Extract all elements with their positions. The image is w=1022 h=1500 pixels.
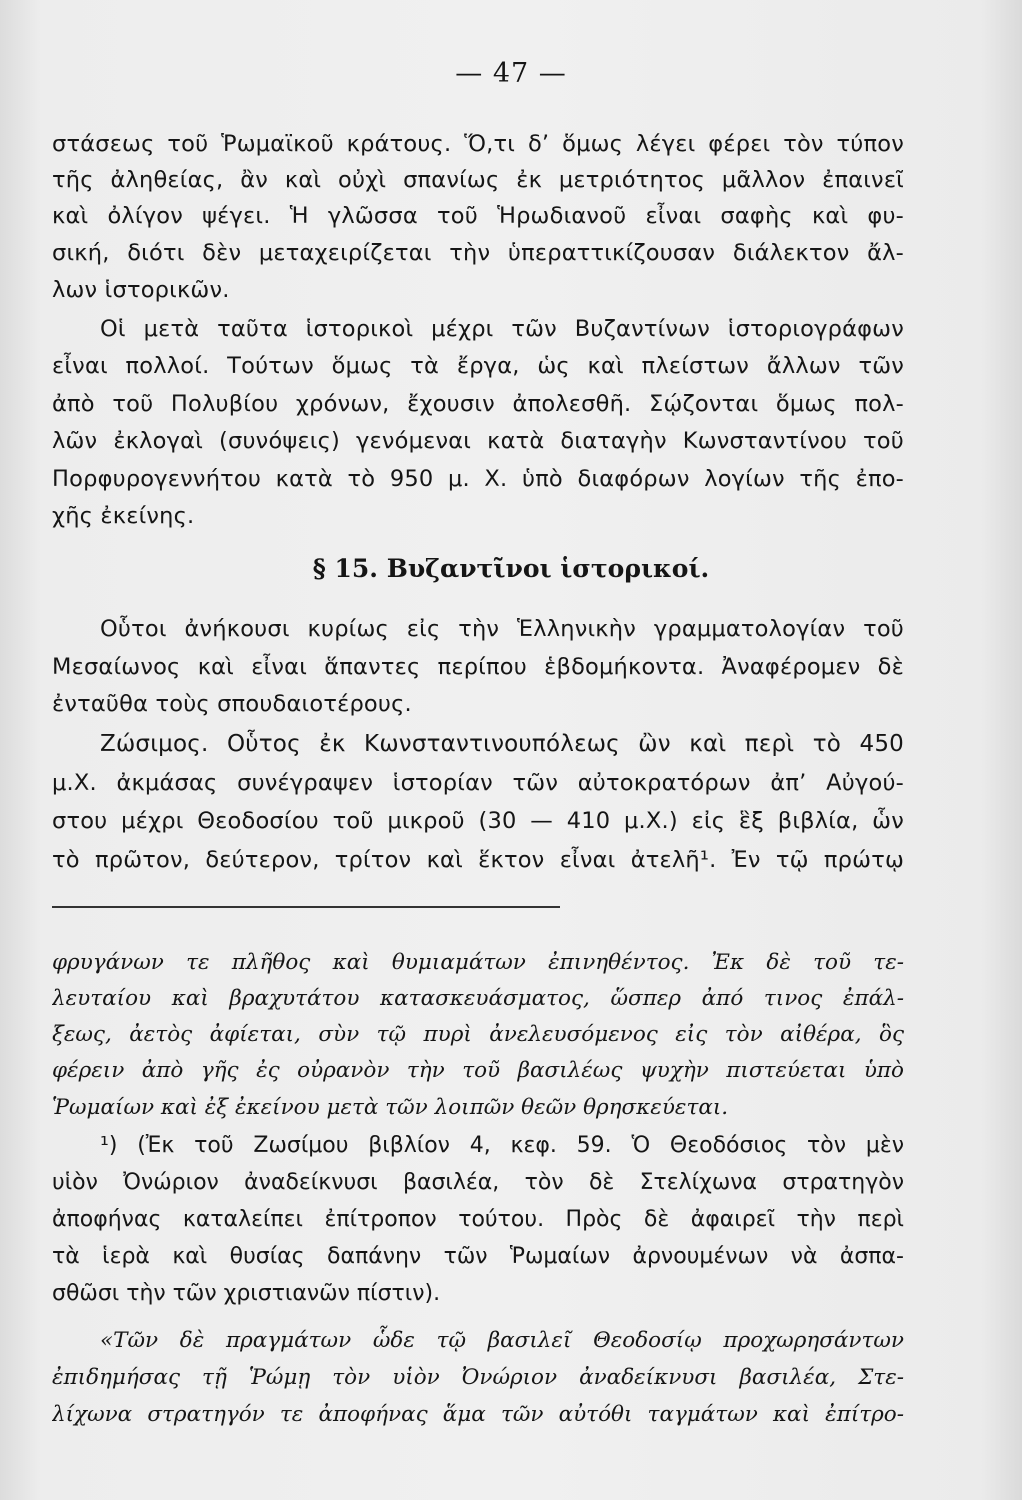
footnote-line: λευταίου καὶ βραχυτάτου κατασκευάσματος, ὥσπερ ἀπό τινος ἐπάλ- <box>52 986 904 1011</box>
body-line: σική, διότι δὲν μεταχειρίζεται τὴν ὑπεραττικίζουσαν διάλεκτον ἄλ- <box>52 240 904 266</box>
footnote-line: λίχωνα στρατηγόν τε ἀποφήνας ἅμα τῶν αὐτόθι ταγμάτων καὶ ἐπίτρο- <box>52 1402 904 1427</box>
footnote-line: ἐπιδημήσας τῇ Ῥώμῃ τὸν υἱὸν Ὀνώριον ἀναδείκνυσι βασιλέα, Στε- <box>52 1365 904 1390</box>
footnote-line: Ῥωμαίων καὶ ἐξ ἐκείνου μετὰ τῶν λοιπῶν θεῶν θρησκεύεται. <box>52 1095 729 1120</box>
page-number: — 47 — <box>455 58 567 89</box>
footnote-line: φρυγάνων τε πλῆθος καὶ θυμιαμάτων ἐπινηθέντος. Ἐκ δὲ τοῦ τε- <box>52 950 904 975</box>
body-line: τῆς ἀληθείας, ἂν καὶ οὐχὶ σπανίως ἐκ μετριότητος μᾶλλον ἐπαινεῖ <box>52 167 904 193</box>
section-line: στου μέχρι Θεοδοσίου τοῦ μικροῦ (30 — 410 μ.Χ.) εἰς ἓξ βιβλία, ὧν <box>52 808 904 834</box>
body-line: λῶν ἐκλογαὶ (συνόψεις) γενόμεναι κατὰ διαταγὴν Κωνσταντίνου τοῦ <box>52 428 904 454</box>
section-line: Μεσαίωνος καὶ εἶναι ἅπαντες περίπου ἑβδομήκοντα. Ἀναφέρομεν δὲ <box>52 654 904 680</box>
body-line: Πορφυρογεννήτου κατὰ τὸ 950 μ. Χ. ὑπὸ διαφόρων λογίων τῆς ἐπο- <box>52 466 904 492</box>
section-line: ἐνταῦθα τοὺς σπουδαιοτέρους. <box>52 691 412 717</box>
footnote-separator <box>52 906 560 908</box>
footnote-line: φέρειν ἀπὸ γῆς ἐς οὐρανὸν τὴν τοῦ βασιλέως ψυχὴν πιστεύεται ὑπὸ <box>52 1058 904 1083</box>
footnote-line: ¹) (Ἐκ τοῦ Ζωσίμου βιβλίον 4, κεφ. 59. Ὁ Θεοδόσιος τὸν μὲν <box>100 1133 904 1158</box>
section-heading: § 15. Βυζαντῖνοι ἱστορικοί. <box>312 554 710 583</box>
footnote-line: σθῶσι τὴν τῶν χριστιανῶν πίστιν). <box>52 1281 441 1306</box>
section-line: Ζώσιμος. Οὗτος ἐκ Κωνσταντινουπόλεως ὢν καὶ περὶ τὸ 450 <box>100 731 904 757</box>
footnote-line: τὰ ἱερὰ καὶ θυσίας δαπάνην τῶν Ῥωμαίων ἀρνουμένων νὰ ἀσπα- <box>52 1244 904 1269</box>
footnote-line: «Τῶν δὲ πραγμάτων ὧδε τῷ βασιλεῖ Θεοδοσίῳ προχωρησάντων <box>100 1328 904 1353</box>
body-line: καὶ ὀλίγον ψέγει. Ἡ γλῶσσα τοῦ Ἡρωδιανοῦ εἶναι σαφὴς καὶ φυ- <box>52 203 904 229</box>
footnote-line: ξεως, ἀετὸς ἀφίεται, σὺν τῷ πυρὶ ἀνελευσόμενος εἰς τὸν αἰθέρα, ὃς <box>52 1022 904 1047</box>
section-line: Οὗτοι ἀνήκουσι κυρίως εἰς τὴν Ἑλληνικὴν γραμματολογίαν τοῦ <box>100 616 904 642</box>
body-line: ἀπὸ τοῦ Πολυβίου χρόνων, ἔχουσιν ἀπολεσθῆ. Σῴζονται ὅμως πολ- <box>52 391 904 417</box>
body-line: Οἱ μετὰ ταῦτα ἱστορικοὶ μέχρι τῶν Βυζαντίνων ἱστοριογράφων <box>100 316 904 342</box>
body-line: χῆς ἐκείνης. <box>52 503 195 529</box>
body-line: εἶναι πολλοί. Τούτων ὅμως τὰ ἔργα, ὡς καὶ πλείστων ἄλλων τῶν <box>52 353 904 379</box>
footnote-line: ἀποφήνας καταλείπει ἐπίτροπον τούτου. Πρὸς δὲ ἀφαιρεῖ τὴν περὶ <box>52 1207 904 1232</box>
body-line: λων ἱστορικῶν. <box>52 277 230 303</box>
body-line: στάσεως τοῦ Ῥωμαϊκοῦ κράτους. Ὅ,τι δ’ ὅμως λέγει φέρει τὸν τύπον <box>52 131 904 157</box>
footnote-line: υἱὸν Ὀνώριον ἀναδείκνυσι βασιλέα, τὸν δὲ Στελίχωνα στρατηγὸν <box>52 1170 904 1195</box>
section-line: μ.Χ. ἀκμάσας συνέγραψεν ἱστορίαν τῶν αὐτοκρατόρων ἀπ’ Αὐγού- <box>52 770 904 796</box>
section-line: τὸ πρῶτον, δεύτερον, τρίτον καὶ ἕκτον εἶναι ἀτελῆ¹. Ἐν τῷ πρώτῳ <box>52 847 904 873</box>
